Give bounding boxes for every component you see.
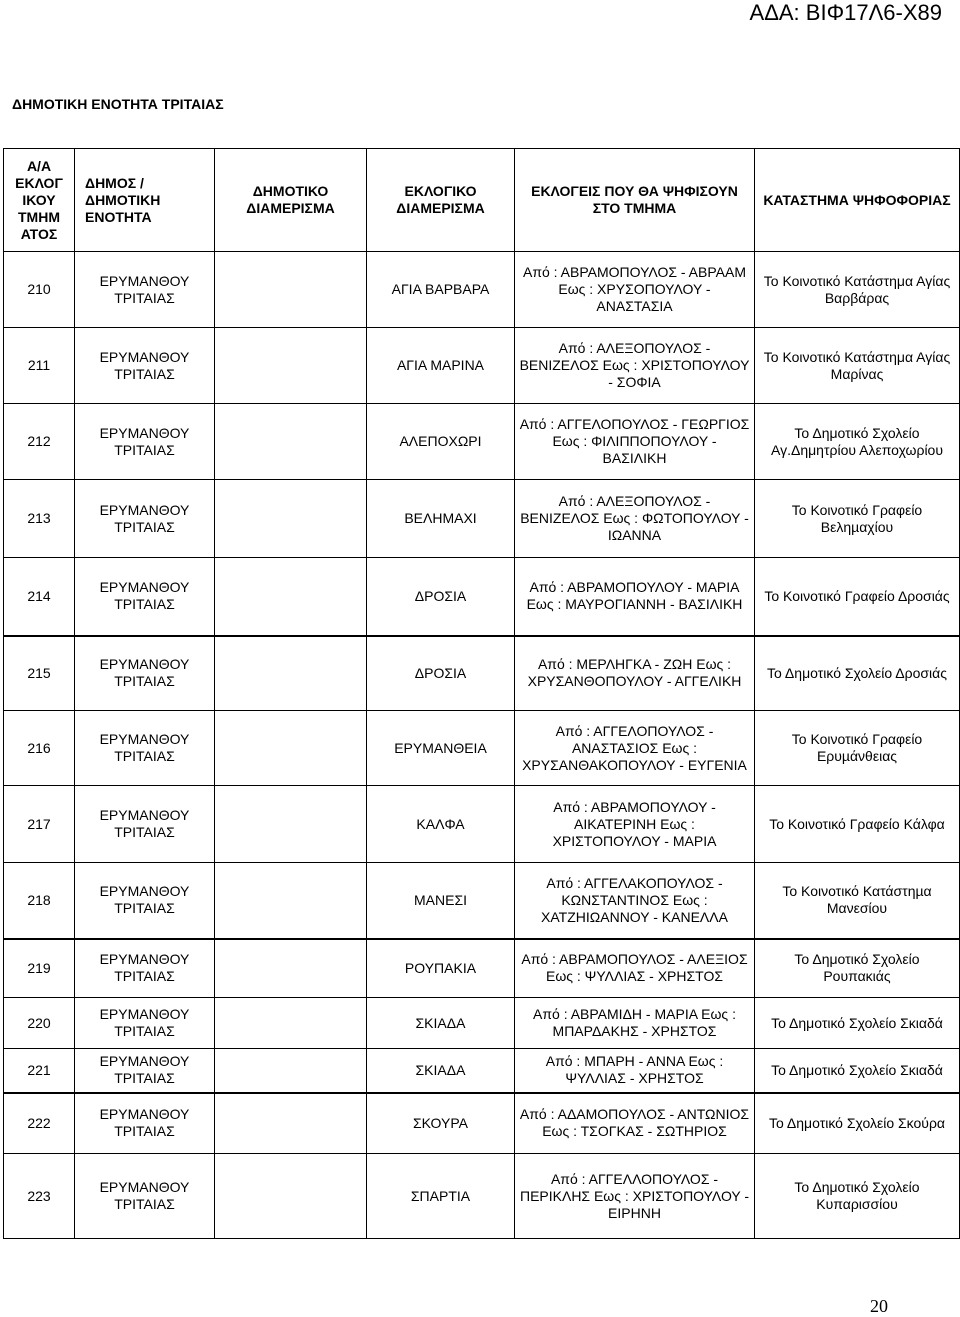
- col-header-electoral: ΕΚΛΟΓΙΚΟ ΔΙΑΜΕΡΙΣΜΑ: [367, 149, 515, 252]
- col-header-number: Α/Α ΕΚΛΟΓ ΙΚΟΥ ΤΜΗΜ ΑΤΟΣ: [4, 149, 75, 252]
- polling-station: Το Κοινοτικό Γραφείο Βεληµαχίου: [755, 480, 960, 558]
- table-row: [4, 863, 960, 939]
- polling-station: Το Κοινοτικό Κατάστηµα Μανεσίου: [755, 863, 960, 939]
- municipality: ΕΡΥΜΑΝΘΟΥ ΤΡΙΤΑΙΑΣ: [75, 863, 215, 939]
- table-row: [4, 939, 960, 998]
- electoral-district: ΣΠΑΡΤΙΑ: [367, 1154, 515, 1239]
- voters-range: Από : ΑΒΡΑΜΟΠΟΥΛΟΣ - ΑΛΕΞΙΟΣ Εως : ΨΥΛΛΙΑΣ - ΧΡΗΣΤΟΣ: [515, 939, 755, 998]
- polling-station: Το Κοινοτικό Κατάστημα Αγίας Βαρβάρας: [755, 252, 960, 328]
- row-number: 219: [4, 939, 75, 998]
- municipal-district: [215, 558, 367, 636]
- table-row: [4, 1154, 960, 1239]
- table-row: [4, 1049, 960, 1093]
- polling-stations-table: [3, 148, 960, 1239]
- electoral-district: ΑΛΕΠΟΧΩΡΙ: [367, 404, 515, 480]
- electoral-district: ΜΑΝΕΣΙ: [367, 863, 515, 939]
- municipality: ΕΡΥΜΑΝΘΟΥ ΤΡΙΤΑΙΑΣ: [75, 558, 215, 636]
- municipal-district: [215, 328, 367, 404]
- electoral-district: ΕΡΥΜΑΝΘΕΙΑ: [367, 711, 515, 786]
- municipal-district: [215, 636, 367, 711]
- municipal-district: [215, 863, 367, 939]
- municipality: ΕΡΥΜΑΝΘΟΥ ΤΡΙΤΑΙΑΣ: [75, 786, 215, 863]
- electoral-district: ΣΚΟΥΡΑ: [367, 1093, 515, 1154]
- table-row: [4, 1093, 960, 1154]
- municipal-district: [215, 480, 367, 558]
- municipal-district: [215, 998, 367, 1049]
- municipality: ΕΡΥΜΑΝΘΟΥ ΤΡΙΤΑΙΑΣ: [75, 998, 215, 1049]
- table-row: [4, 558, 960, 636]
- polling-station: Το Δημοτικό Σχολείο Ρουπακιάς: [755, 939, 960, 998]
- electoral-district: ΔΡΟΣΙΑ: [367, 558, 515, 636]
- col-header-district: ΔΗΜΟΤΙΚΟ ΔΙΑΜΕΡΙΣΜΑ: [215, 149, 367, 252]
- municipal-district: [215, 711, 367, 786]
- municipality: ΕΡΥΜΑΝΘΟΥ ΤΡΙΤΑΙΑΣ: [75, 939, 215, 998]
- row-number: 211: [4, 328, 75, 404]
- polling-station: Το Κοινοτικό Γραφείο Δροσιάς: [755, 558, 960, 636]
- electoral-district: ΒΕΛΗΜΑΧΙ: [367, 480, 515, 558]
- row-number: 217: [4, 786, 75, 863]
- col-header-station: ΚΑΤΑΣΤΗΜΑ ΨΗΦΟΦΟΡΙΑΣ: [755, 149, 960, 252]
- polling-station: Το Κοινοτικό Κατάστημα Αγίας Μαρίνας: [755, 328, 960, 404]
- polling-station: Το Δημοτικό Σχολείο Σκιαδά: [755, 1049, 960, 1093]
- table-header-row: [4, 149, 960, 252]
- voters-range: Από : ΑΔΑΜΟΠΟΥΛΟΣ - ΑΝΤΩΝΙΟΣ Εως : ΤΣΟΓΚΑΣ - ΣΩΤΗΡΙΟΣ: [515, 1093, 755, 1154]
- row-number: 214: [4, 558, 75, 636]
- electoral-district: ΚΑΛΦΑ: [367, 786, 515, 863]
- municipality: ΕΡΥΜΑΝΘΟΥ ΤΡΙΤΑΙΑΣ: [75, 328, 215, 404]
- electoral-district: ΔΡΟΣΙΑ: [367, 636, 515, 711]
- polling-station: Το Κοινοτικό Γραφείο Κάλφα: [755, 786, 960, 863]
- electoral-district: ΡΟΥΠΑΚΙΑ: [367, 939, 515, 998]
- table-row: [4, 404, 960, 480]
- row-number: 218: [4, 863, 75, 939]
- row-number: 212: [4, 404, 75, 480]
- voters-range: Από : ΑΒΡΑΜΙΔΗ - ΜΑΡΙΑ Εως : ΜΠΑΡΔΑΚΗΣ - ΧΡΗΣΤΟΣ: [515, 998, 755, 1049]
- municipality: ΕΡΥΜΑΝΘΟΥ ΤΡΙΤΑΙΑΣ: [75, 1093, 215, 1154]
- voters-range: Από : ΜΕΡΛΗΓΚΑ - ΖΩΗ Εως : ΧΡΥΣΑΝΘΟΠΟΥΛΟΥ - ΑΓΓΕΛΙΚΗ: [515, 636, 755, 711]
- row-number: 213: [4, 480, 75, 558]
- voters-range: Από : ΑΓΓΕΛΟΠΟΥΛΟΣ - ΑΝΑΣΤΑΣΙΟΣ Εως : ΧΡΥΣΑΝΘΑΚΟΠΟΥΛΟΥ - ΕΥΓΕΝΙΑ: [515, 711, 755, 786]
- row-number: 216: [4, 711, 75, 786]
- electoral-district: ΣΚΙΑΔΑ: [367, 1049, 515, 1093]
- row-number: 222: [4, 1093, 75, 1154]
- municipality: ΕΡΥΜΑΝΘΟΥ ΤΡΙΤΑΙΑΣ: [75, 480, 215, 558]
- voters-range: Από : ΑΓΓΕΛΑΚΟΠΟΥΛΟΣ - ΚΩΝΣΤΑΝΤΙΝΟΣ Εως : ΧΑΤΖΗΙΩΑΝΝΟΥ - ΚΑΝΕΛΛΑ: [515, 863, 755, 939]
- municipality: ΕΡΥΜΑΝΘΟΥ ΤΡΙΤΑΙΑΣ: [75, 404, 215, 480]
- row-number: 221: [4, 1049, 75, 1093]
- page-number: 20: [870, 1296, 888, 1316]
- table-body: [4, 252, 960, 1239]
- municipality: ΕΡΥΜΑΝΘΟΥ ΤΡΙΤΑΙΑΣ: [75, 711, 215, 786]
- table-row: [4, 786, 960, 863]
- voters-range: Από : ΑΓΓΕΛΟΠΟΥΛΟΣ - ΓΕΩΡΓΙΟΣ Εως : ΦΙΛΙΠΠΟΠΟΥΛΟΥ - ΒΑΣΙΛΙΚΗ: [515, 404, 755, 480]
- voters-range: Από : ΑΒΡΑΜΟΠΟΥΛΟΥ - ΑΙΚΑΤΕΡΙΝΗ Εως : ΧΡΙΣΤΟΠΟΥΛΟΥ - ΜΑΡΙΑ: [515, 786, 755, 863]
- voters-range: Από : ΑΒΡΑΜΟΠΟΥΛΟΣ - ΑΒΡΑΑΜ Εως : ΧΡΥΣΟΠΟΥΛΟΥ - ΑΝΑΣΤΑΣΙΑ: [515, 252, 755, 328]
- row-number: 210: [4, 252, 75, 328]
- polling-station: Το Δημοτικό Σχολείο Κυπαρισσίου: [755, 1154, 960, 1239]
- electoral-district: ΣΚΙΑΔΑ: [367, 998, 515, 1049]
- municipal-district: [215, 939, 367, 998]
- table-row: [4, 252, 960, 328]
- voters-range: Από : ΑΒΡΑΜΟΠΟΥΛΟΥ - ΜΑΡΙΑ Εως : ΜΑΥΡΟΓΙΑΝΝΗ - ΒΑΣΙΛΙΚΗ: [515, 558, 755, 636]
- municipality: ΕΡΥΜΑΝΘΟΥ ΤΡΙΤΑΙΑΣ: [75, 636, 215, 711]
- polling-station: Το Δημοτικό Σχολείο Αγ.Δημητρίου Αλεποχωρίου: [755, 404, 960, 480]
- municipality: ΕΡΥΜΑΝΘΟΥ ΤΡΙΤΑΙΑΣ: [75, 1154, 215, 1239]
- voters-range: Από : ΑΛΕΞΟΠΟΥΛΟΣ - ΒΕΝΙΖΕΛΟΣ Εως : ΧΡΙΣΤΟΠΟΥΛΟΥ - ΣΟΦΙΑ: [515, 328, 755, 404]
- table-row: [4, 711, 960, 786]
- col-header-voters: ΕΚΛΟΓΕΙΣ ΠΟΥ ΘΑ ΨΗΦΙΣΟΥΝ ΣΤΟ ΤΜΗΜΑ: [515, 149, 755, 252]
- municipality: ΕΡΥΜΑΝΘΟΥ ΤΡΙΤΑΙΑΣ: [75, 1049, 215, 1093]
- voters-range: Από : ΑΛΕΞΟΠΟΥΛΟΣ - ΒΕΝΙΖΕΛΟΣ Εως : ΦΩΤΟΠΟΥΛΟΥ - ΙΩΑΝΝΑ: [515, 480, 755, 558]
- table-row: [4, 480, 960, 558]
- electoral-district: ΑΓΙΑ ΜΑΡΙΝΑ: [367, 328, 515, 404]
- municipal-district: [215, 404, 367, 480]
- polling-station: Το Δημοτικό Σχολείο Σκιαδά: [755, 998, 960, 1049]
- page-heading: ΔΗΜΟΤΙΚΗ ΕΝΟΤΗΤΑ ΤΡΙΤΑΙΑΣ: [12, 96, 224, 112]
- polling-station: Το Δημοτικό Σχολείο Δροσιάς: [755, 636, 960, 711]
- municipal-district: [215, 1049, 367, 1093]
- municipal-district: [215, 786, 367, 863]
- electoral-district: ΑΓΙΑ ΒΑΡΒΑΡΑ: [367, 252, 515, 328]
- voters-range: Από : ΜΠΑΡΗ - ΑΝΝΑ Εως : ΨΥΛΛΙΑΣ - ΧΡΗΣΤΟΣ: [515, 1049, 755, 1093]
- ada-code: ΑΔΑ: ΒΙΦ17Λ6-Χ89: [749, 0, 942, 25]
- municipal-district: [215, 1154, 367, 1239]
- polling-station: Το Δημοτικό Σχολείο Σκούρα: [755, 1093, 960, 1154]
- voters-range: Από : ΑΓΓΕΛΛΟΠΟΥΛΟΣ - ΠΕΡΙΚΛΗΣ Εως : ΧΡΙΣΤΟΠΟΥΛΟΥ - ΕΙΡΗΝΗ: [515, 1154, 755, 1239]
- table-row: [4, 636, 960, 711]
- municipal-district: [215, 1093, 367, 1154]
- municipality: ΕΡΥΜΑΝΘΟΥ ΤΡΙΤΑΙΑΣ: [75, 252, 215, 328]
- polling-station: Το Κοινοτικό Γραφείο Ερυµάνθειας: [755, 711, 960, 786]
- row-number: 223: [4, 1154, 75, 1239]
- row-number: 215: [4, 636, 75, 711]
- table-row: [4, 998, 960, 1049]
- row-number: 220: [4, 998, 75, 1049]
- table-row: [4, 328, 960, 404]
- municipal-district: [215, 252, 367, 328]
- col-header-municipality: ΔΗΜΟΣ / ΔΗΜΟΤΙΚΗ ΕΝΟΤΗΤΑ: [75, 149, 215, 252]
